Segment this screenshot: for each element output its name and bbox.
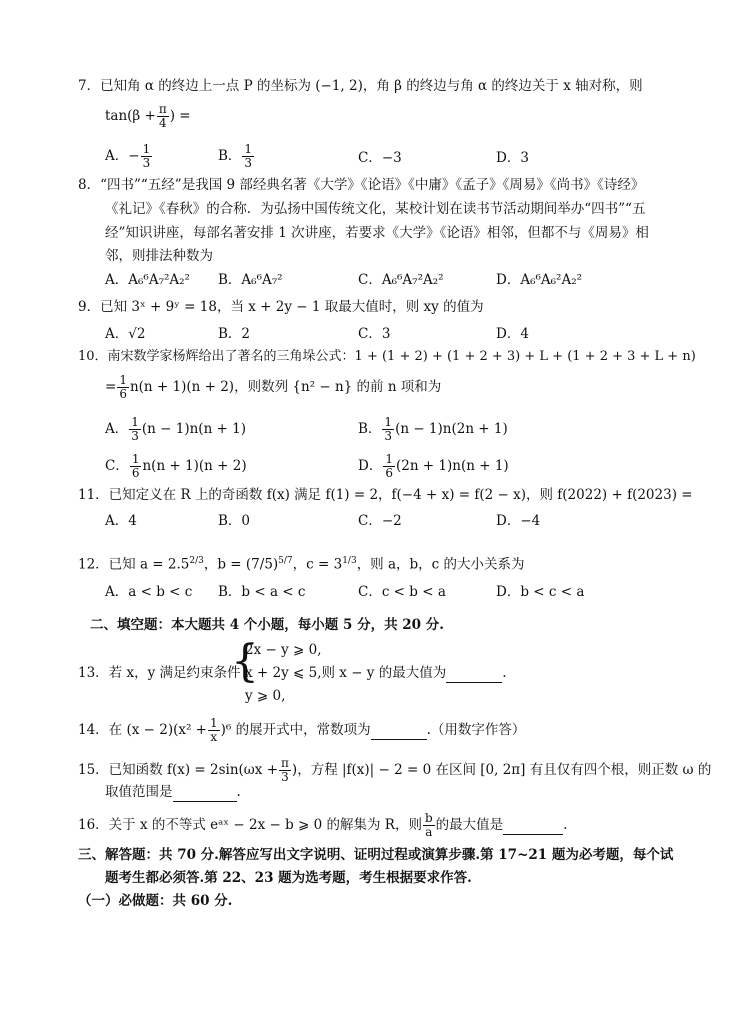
section-2-heading: 二、填空题：本大题共 4 个小题，每小题 5 分，共 20 分. — [90, 617, 444, 633]
q11-option-b: B．0 — [218, 513, 251, 529]
q7-expr-frac: $\frac{\pi}{4}$ — [158, 102, 167, 130]
q7-stem: 7．已知角 α 的终边上一点 P 的坐标为 (−1, 2)，角 β 的终边与角 α 的终边关于 x 轴对称，则 — [78, 78, 643, 94]
q13-constraint-1: 2x − y ⩾ 0, — [245, 642, 322, 658]
q10-line-1: 10．南宋数学家杨辉给出了著名的三角垛公式：1 + (1 + 2) + (1 + 2 + 3) + L + (1 + 2 + 3 + L + n) — [78, 349, 696, 364]
q13-brace: { — [231, 636, 259, 687]
q14-answer-blank[interactable] — [371, 721, 427, 740]
section-3-line-1: 三、解答题：共 70 分.解答应写出文字说明、证明过程或演算步骤.第 17~21 题为必考题，每个试 — [78, 847, 674, 863]
q9-option-d: D．4 — [496, 326, 529, 342]
q10-option-c: C． $\frac{1}{6}$ n(n + 1)(n + 2) — [105, 452, 247, 480]
q9-option-b: B．2 — [218, 326, 251, 342]
q9-option-a: A．√2 — [105, 326, 146, 342]
q11-stem: 11．已知定义在 R 上的奇函数 f(x) 满足 f(1) = 2，f(−4 + x) = f(2 − x)，则 f(2022) + f(2023) = — [78, 487, 693, 503]
q11-option-d: D．−4 — [496, 513, 541, 529]
q11-option-c: C．−2 — [358, 513, 402, 529]
section-3-line-2: 题考生都必须答.第 22、23 题为选考题，考生根据要求作答. — [105, 870, 472, 886]
q8-line-4: 邻，则排法种数为 — [105, 248, 213, 264]
q15-line-1: 15．已知函数 f(x) = 2sin(ωx + $\frac{\pi}{3}$ )，方程 |f(x)| − 2 = 0 在区间 [0, 2π] 有且仅有四个根，则正数 ω 的 — [78, 756, 712, 784]
q13-constraint-3: y ⩾ 0, — [245, 688, 286, 704]
q10-line-2: = $\frac{1}{6}$ n(n + 1)(n + 2)，则数列 {n² − n} 的前 n 项和为 — [105, 373, 442, 401]
q12-stem: 12．已知 $a = 2.5^{2/3}$，$b = (7/5)^{5/7}$，$c = 3^{1/3}$，则 a，b，c 的大小关系为 — [78, 556, 525, 573]
q8-line-2: 《礼记》《春秋》的合称．为弘扬中国传统文化，某校计划在读书节活动期间举办“四书”“五 — [105, 201, 646, 217]
q7-expression — [105, 103, 191, 130]
q7-option-b: B． $\frac{1}{3}$ — [218, 142, 253, 170]
q7-option-a: A．− $\frac{1}{3}$ — [105, 142, 151, 170]
q11-option-a: A．4 — [105, 513, 137, 529]
q13-constraint-2: x + 2y ⩽ 5,则 x − y 的最大值为 . — [245, 665, 507, 681]
q8-line-3: 经”知识讲座，每部名著安排 1 次讲座，若要求《大学》《论语》相邻，但都不与《周易》相 — [105, 225, 649, 241]
q8-option-c: C．A₆⁶A₇²A₂² — [358, 272, 444, 288]
q16-stem: 16．关于 x 的不等式 eᵃˣ − 2x − b ⩾ 0 的解集为 R，则 $\frac{b}{a}$ 的最大值是 . — [78, 811, 568, 839]
q9-stem: 9．已知 3ˣ + 9ʸ = 18，当 x + 2y − 1 取最大值时，则 xy 的值为 — [78, 299, 484, 315]
q7-expr-prefix: tan(β + — [105, 108, 156, 124]
q8-option-d: D．A₆⁶A₆²A₂² — [496, 272, 583, 288]
q15-answer-blank[interactable] — [173, 783, 237, 802]
q13-answer-blank[interactable] — [446, 664, 502, 683]
q12-option-c: C．c < b < a — [358, 584, 446, 600]
q12-option-d: D．b < c < a — [496, 584, 585, 600]
q16-answer-blank[interactable] — [503, 816, 563, 835]
q14-stem: 14．在 (x − 2)(x² + $\frac{1}{x}$ )⁶ 的展开式中，常数项为 .（用数字作答） — [78, 716, 526, 744]
q15-line-2: 取值范围是 . — [105, 784, 241, 800]
q7-option-c: C．−3 — [358, 150, 402, 166]
q12-option-a: A．a < b < c — [105, 584, 193, 600]
q8-option-a: A．A₆⁶A₇²A₂² — [105, 272, 190, 288]
q8-line-1: 8．“四书”“五经”是我国 9 部经典名著《大学》《论语》《中庸》《孟子》《周易》《尚书》《诗经》 — [78, 177, 645, 193]
q13-prefix: 13．若 x，y 满足约束条件 — [78, 665, 241, 681]
section-3-subheading: （一）必做题：共 60 分. — [78, 893, 233, 909]
q10-option-d: D． $\frac{1}{6}$ (2n + 1)n(n + 1) — [358, 452, 509, 480]
q7-expr-suffix: ) = — [169, 108, 191, 124]
q9-option-c: C．3 — [358, 326, 391, 342]
q7-option-d: D．3 — [496, 150, 529, 166]
q10-option-b: B． $\frac{1}{3}$ (n − 1)n(2n + 1) — [358, 415, 508, 443]
q12-option-b: B．b < a < c — [218, 584, 306, 600]
q10-option-a: A． $\frac{1}{3}$ (n − 1)n(n + 1) — [105, 415, 247, 443]
q8-option-b: B．A₆⁶A₇² — [218, 272, 283, 288]
